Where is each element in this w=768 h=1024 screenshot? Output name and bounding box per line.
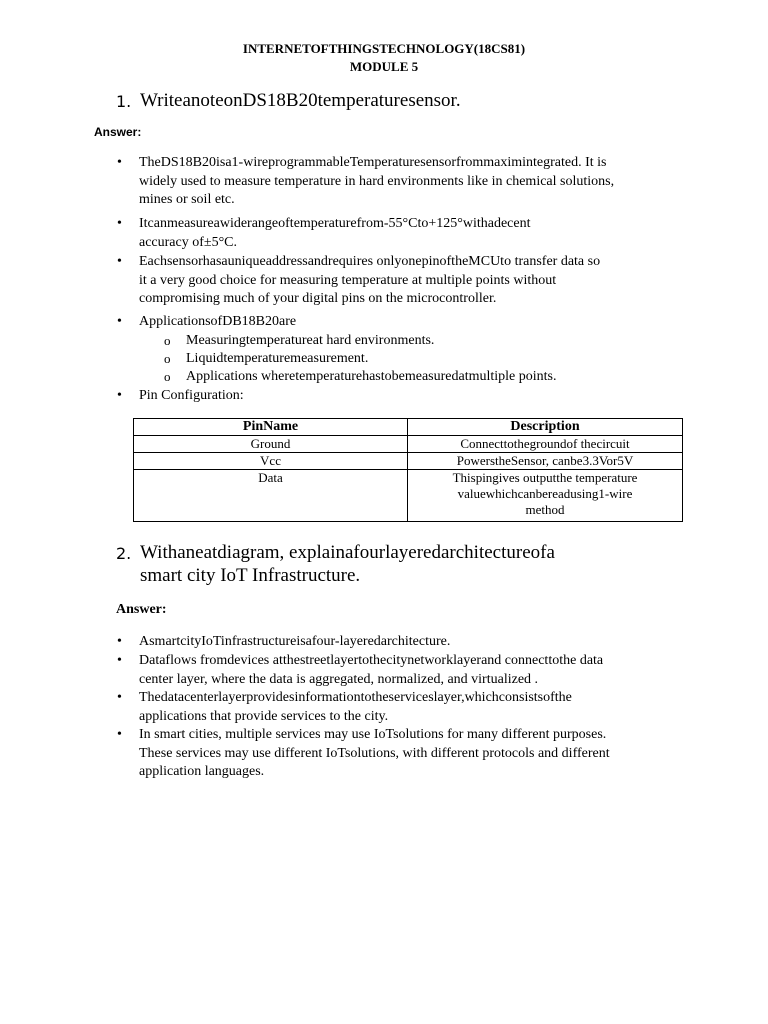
bullet-icon: • — [117, 254, 122, 269]
list-item: • Itcanmeasureawiderangeoftemperaturefrom-55°Cto+125°withadecent accuracy of±5°C. — [117, 216, 531, 250]
sub-list-item: o Applications wheretemperaturehastobemeasuredatmultiple points. — [186, 368, 666, 387]
circle-bullet-icon: o — [164, 351, 171, 366]
pin-name-cell: Vcc — [134, 453, 408, 470]
pin-name-cell: Ground — [134, 436, 408, 453]
list-item: • Thedatacenterlayerprovidesinformationtotheserviceslayer,whichconsistsofthe applications that provide services to the city. — [117, 690, 572, 724]
question-2-text: Withaneatdiagram, explainafourlayeredarchitectureofa smart city IoT Infrastructure. — [140, 542, 555, 586]
circle-bullet-icon: o — [164, 333, 171, 348]
list-item: • In smart cities, multiple services may use IoTsolutions for many different purposes. These services may use different IoTsolutions, with different protocols and different application languages. — [117, 727, 610, 779]
list-item: • Dataflows fromdevices atthestreetlayertothecitynetworklayerand connecttothe data center layer, where the data is aggregated, normalized, and virtualized . — [117, 653, 604, 687]
table-row — [134, 436, 683, 453]
pin-description-cell: Connecttothegroundof thecircuit — [408, 436, 683, 453]
list-item — [117, 387, 539, 406]
pin-description-cell: PowerstheSensor, canbe3.3Vor5V — [408, 453, 683, 470]
module-label: MODULE 5 — [349, 59, 419, 74]
sub-list-item: o Liquidtemperaturemeasurement. — [186, 350, 666, 369]
pin-name-cell: Data — [134, 470, 408, 522]
pin-description-cell: Thispingives outputthe temperature valuewhichcanbereadusing1-wire method — [408, 470, 683, 522]
pin-configuration-table — [133, 418, 683, 522]
list-item: • AsmartcityIoTinfrastructureisafour-layeredarchitecture. — [139, 633, 679, 652]
column-header-pin-name: PinName — [134, 419, 408, 436]
table-row — [134, 453, 683, 470]
bullet-icon: • — [117, 727, 122, 742]
bullet-icon: • — [117, 690, 122, 705]
answer-1-label: Answer: — [94, 125, 142, 139]
bullet-icon: • — [117, 653, 122, 668]
list-item: • ApplicationsofDB18B20are — [139, 313, 659, 332]
table-row — [134, 470, 683, 522]
question-1-number: 1. — [116, 92, 132, 111]
bullet-icon: • — [117, 388, 122, 403]
column-header-description: Description — [408, 419, 683, 436]
pin-configuration-label: Pin Configuration: — [139, 388, 244, 403]
list-item: • Eachsensorhasauniqueaddressandrequires onlyonepinoftheMCUto transfer data so it a very good choice for measuring temperature at multiple points without compromising much of your digital pins on the microcontroller. — [117, 254, 601, 306]
question-1-text: WriteanoteonDS18B20temperaturesensor. — [140, 90, 461, 111]
sub-list-item: o Measuringtemperatureat hard environments. — [186, 332, 666, 351]
bullet-icon: • — [117, 634, 122, 649]
answer-2-label: Answer: — [116, 602, 167, 617]
table-header-row — [134, 419, 683, 436]
question-2-number: 2. — [116, 544, 132, 563]
bullet-icon: • — [117, 155, 122, 170]
document-title: INTERNETOFTHINGSTECHNOLOGY(18CS81) — [242, 41, 526, 56]
bullet-icon: • — [117, 314, 122, 329]
circle-bullet-icon: o — [164, 369, 171, 384]
bullet-icon: • — [117, 216, 122, 231]
list-item: • TheDS18B20isa1-wireprogrammableTemperaturesensorfrommaximintegrated. It is widely used to measure temperature in hard environments like in chemical solutions, mines or soil etc. — [117, 155, 615, 207]
